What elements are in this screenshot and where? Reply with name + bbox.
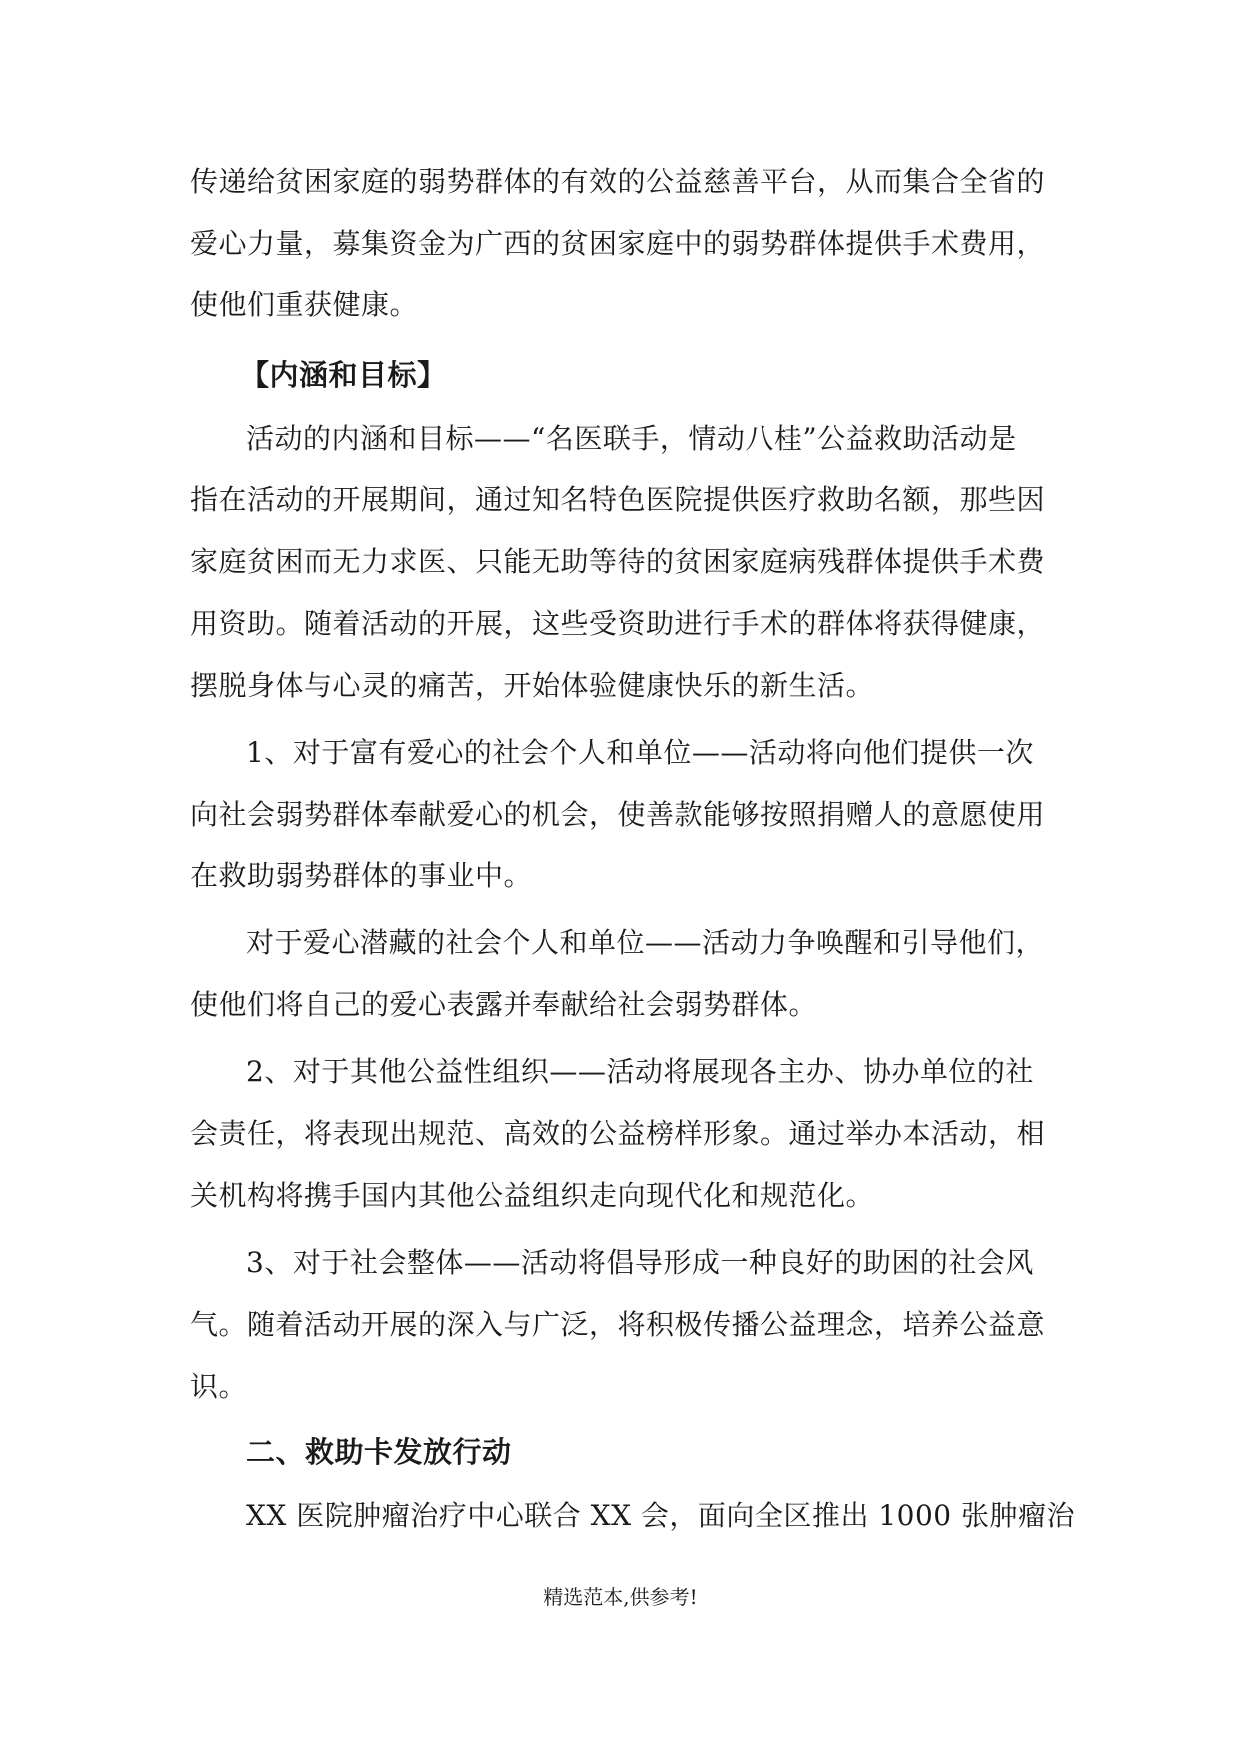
paragraph-line: 爱心力量，募集资金为广西的贫困家庭中的弱势群体提供手术费用， <box>190 227 1046 260</box>
paragraph-line: 2、对于其他公益性组织——活动将展现各主办、协办单位的社 <box>246 1055 1034 1088</box>
paragraph-line: 使他们重获健康。 <box>190 288 419 321</box>
section-heading-card-distribution: 二、救助卡发放行动 <box>246 1435 512 1469</box>
paragraph-line: 1、对于富有爱心的社会个人和单位——活动将向他们提供一次 <box>246 736 1034 769</box>
paragraph-line: 关机构将携手国内其他公益组织走向现代化和规范化。 <box>190 1179 875 1212</box>
section-heading-connotation-goals: 【内涵和目标】 <box>240 358 447 392</box>
paragraph-line: 对于爱心潜藏的社会个人和单位——活动力争唤醒和引导他们， <box>246 926 1045 959</box>
paragraph-line: 识。 <box>190 1370 248 1403</box>
paragraph-line: 活动的内涵和目标——“名医联手，情动八桂”公益救助活动是 <box>246 422 1017 455</box>
page-footer: 精选范本,供参考! <box>543 1585 698 1609</box>
paragraph-line: 指在活动的开展期间，通过知名特色医院提供医疗救助名额，那些因 <box>190 483 1046 516</box>
paragraph-line: 家庭贫困而无力求医、只能无助等待的贫困家庭病残群体提供手术费 <box>190 545 1046 578</box>
paragraph-line: 会责任，将表现出规范、高效的公益榜样形象。通过举办本活动，相 <box>190 1117 1046 1150</box>
paragraph-line: 用资助。随着活动的开展，这些受资助进行手术的群体将获得健康， <box>190 607 1046 640</box>
paragraph-line: 在救助弱势群体的事业中。 <box>190 859 533 892</box>
paragraph-line: 气。随着活动开展的深入与广泛，将积极传播公益理念，培养公益意 <box>190 1308 1046 1341</box>
paragraph-line: 3、对于社会整体——活动将倡导形成一种良好的助困的社会风 <box>246 1246 1034 1279</box>
paragraph-line: 向社会弱势群体奉献爱心的机会，使善款能够按照捐赠人的意愿使用 <box>190 798 1046 831</box>
paragraph-line: XX 医院肿瘤治疗中心联合 XX 会，面向全区推出 1000 张肿瘤治 <box>246 1499 1075 1532</box>
paragraph-line: 摆脱身体与心灵的痛苦，开始体验健康快乐的新生活。 <box>190 669 875 702</box>
paragraph-line: 传递给贫困家庭的弱势群体的有效的公益慈善平台，从而集合全省的 <box>190 165 1046 198</box>
paragraph-line: 使他们将自己的爱心表露并奉献给社会弱势群体。 <box>190 988 818 1021</box>
